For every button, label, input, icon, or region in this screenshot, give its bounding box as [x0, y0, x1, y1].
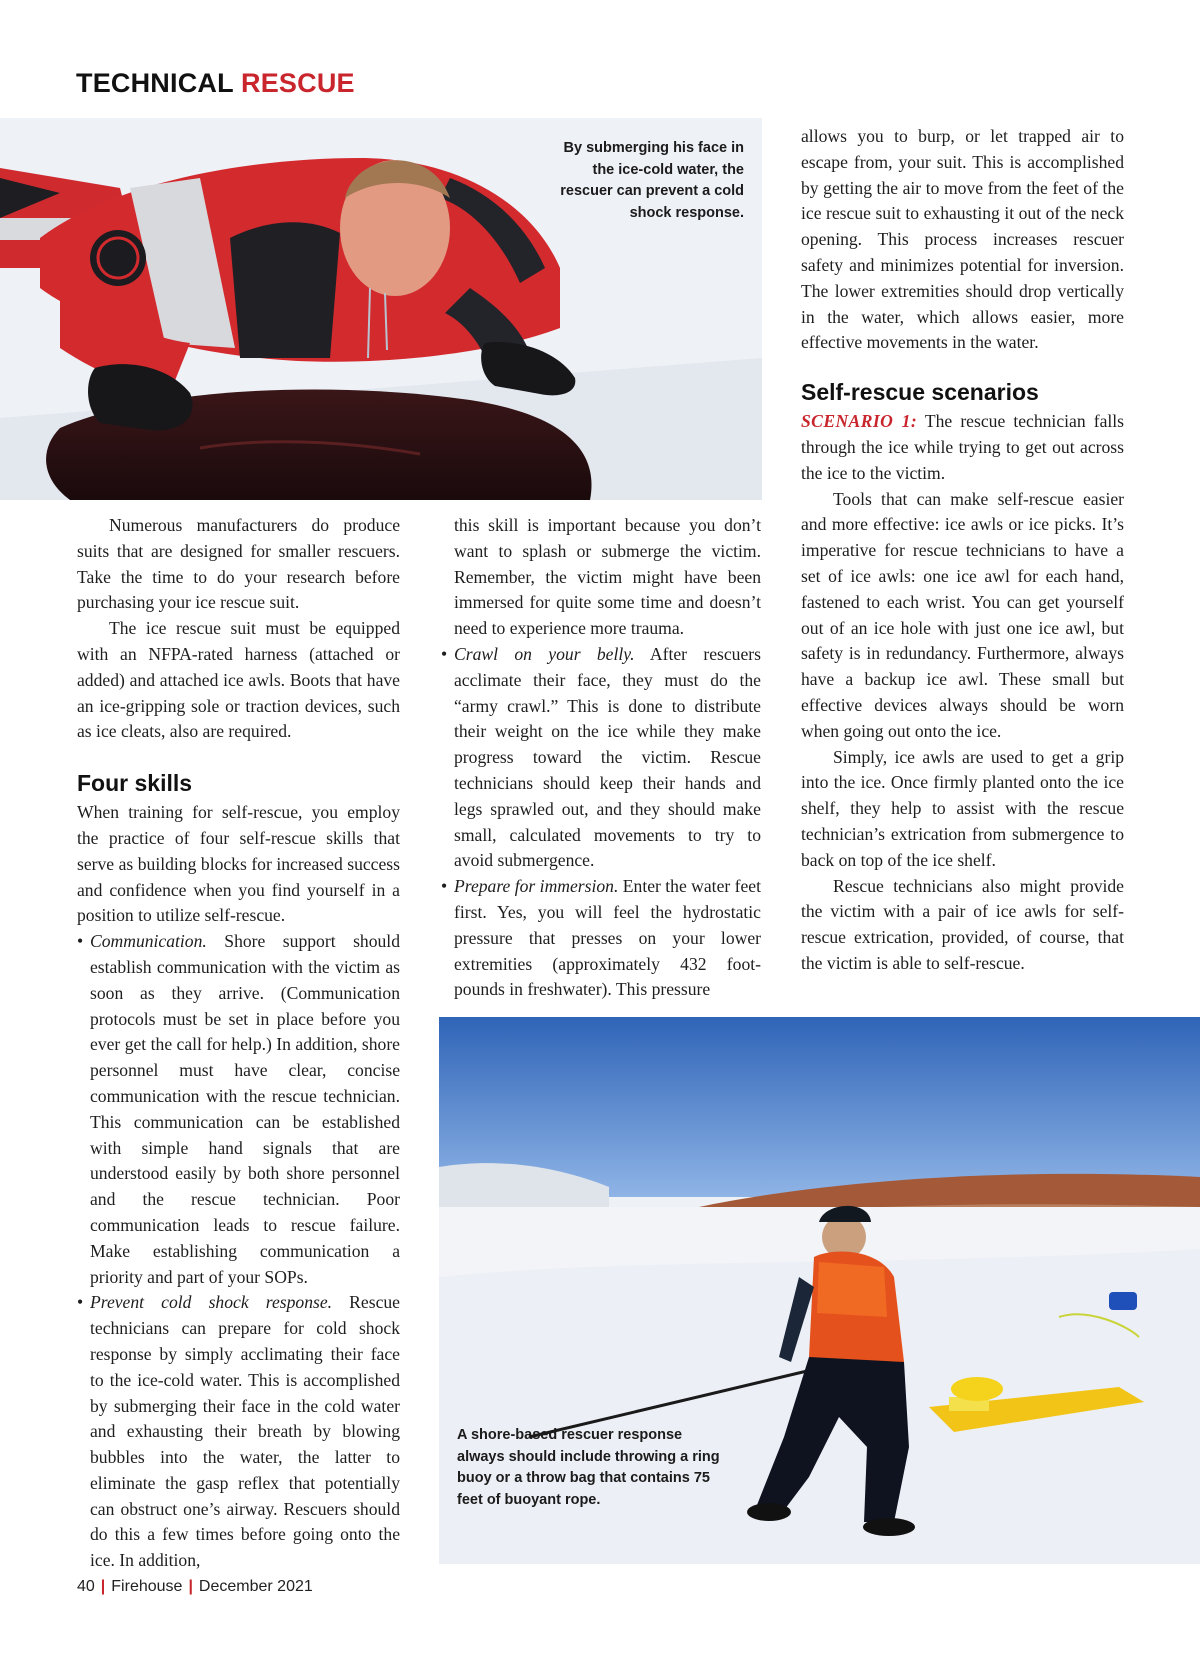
list-item-text: Shore support should establish communication with the victim as soon as they arrive. (Communication protocols must be set in place before you ever get the call for help.) In addition, shore personnel must have clear, concise communication with the rescue technician. This communication can be established with simple hand signals that are understood easily by both shore personnel and the rescue technician. Poor communication leads to rescue failure. Make establishing communication a priority and part of your SOPs. [90, 931, 400, 1287]
text-column-1 [77, 513, 400, 1574]
footer-divider: | [188, 1578, 193, 1595]
list-item-lead: Crawl on your belly. [454, 643, 635, 664]
paragraph: The ice rescue suit must be equipped with an NFPA-rated harness (attached or added) and attached ice awls. Boots that have an ice-gripping sole or traction devices, such as ice cleats, also are required. [77, 618, 400, 742]
list-item-continuation [441, 513, 761, 642]
heading-four-skills: Four skills [77, 770, 193, 797]
paragraph: When training for self-rescue, you employ the practice of four self-rescue skills that serve as building blocks for increased success and confidence when you find yourself in a position to utilize self-rescue. [77, 802, 400, 926]
scenario-text: The rescue technician falls through the ice while trying to get out across the ice to the victim. [801, 411, 1125, 483]
page-footer [77, 1578, 313, 1596]
list-item-lead: Prepare for immersion. [454, 876, 619, 897]
header-word-rescue: RESCUE [241, 68, 355, 98]
list-item-prepare-immersion [441, 874, 761, 1003]
paragraph: Numerous manufacturers do produce suits that are designed for smaller rescuers. Take the time to do your research before purchasing your ice rescue suit. [77, 515, 400, 613]
skills-list-continued [441, 513, 761, 1003]
header-word-technical: TECHNICAL [76, 68, 234, 98]
paragraph: Simply, ice awls are used to get a grip into the ice. Once firmly planted onto the ice shelf, they help to assist with the rescue technician’s extrication from submergence to back on top of the ice shelf. [801, 746, 1124, 870]
scenario-label: SCENARIO 1: [801, 411, 918, 432]
paragraph-scenario-1 [801, 409, 1124, 486]
paragraph: allows you to burp, or let trapped air to escape from, your suit. This is accomplished by getting the air to move from the feet of the ice rescue suit to exhausting it out of the neck opening. This process increases rescuer safety and minimizes potential for inversion. The lower extremities should drop vertically in the water, which allows easier, more effective movements in the water. [801, 126, 1124, 353]
heading-self-rescue-scenarios: Self-rescue scenarios [801, 379, 1039, 406]
skills-list [77, 929, 400, 1574]
list-item-lead: Prevent cold shock response. [90, 1292, 333, 1313]
page-number: 40 [77, 1578, 95, 1595]
photo2-caption: A shore-based rescuer response always should include throwing a ring buoy or a throw bag that contains 75 feet of buoyant rope. [457, 1427, 720, 1508]
list-item-crawl [441, 642, 761, 874]
issue-date: December 2021 [198, 1578, 313, 1595]
list-item-text: this skill is important because you don’t want to splash or submerge the victim. Remember, the victim might have been immersed for quite some time and doesn’t need to experience more trauma. [454, 515, 761, 639]
section-header [76, 70, 355, 97]
photo1-caption: By submerging his face in the ice-cold water, the rescuer can prevent a cold shock response. [560, 140, 744, 221]
list-item-lead: Communication. [90, 931, 207, 952]
list-item-text: Enter the water feet first. Yes, you will feel the hydrostatic pressure that presses on your lower extremities (approximately 432 foot-pounds in freshwater). This pressure [454, 876, 762, 1000]
publication-name: Firehouse [111, 1578, 183, 1595]
list-item-prevent-cold-shock [77, 1290, 400, 1574]
footer-divider: | [100, 1578, 106, 1595]
paragraph: Tools that can make self-rescue easier and more effective: ice awls or ice picks. It’s imperative for rescue technicians to have a set of ice awls: one ice awl for each hand, fastened to each wrist. You can get yourself out of an ice hole with just one ice awl, but safety is in redundancy. Furthermore, always have a backup ice awl. These small but effective devices always should be worn when going out onto the ice. [801, 488, 1124, 741]
paragraph: Rescue technicians also might provide the victim with a pair of ice awls for self-rescue extrication, provided, of course, that the victim is able to self-rescue. [801, 875, 1124, 973]
text-column-2 [441, 513, 761, 1003]
list-item-communication [77, 929, 400, 1290]
list-item-text: After rescuers acclimate their face, they must do the “army crawl.” This is done to distribute their weight on the ice while they make progress toward the victim. Rescue technicians should keep their hands and legs sprawled out, and they should make small, calculated movements to try to avoid submergence. [454, 643, 761, 871]
text-column-3 [801, 124, 1124, 977]
list-item-text: Rescue technicians can prepare for cold shock response by simply acclimating their face to the ice-cold water. This is accomplished by submerging their face in the cold water and exhausting their breath by blowing bubbles into the water, the latter to eliminate the gasp reflex that potentially can obstruct one’s airway. Rescuers should do this a few times before going onto the ice. In addition, [90, 1292, 400, 1571]
